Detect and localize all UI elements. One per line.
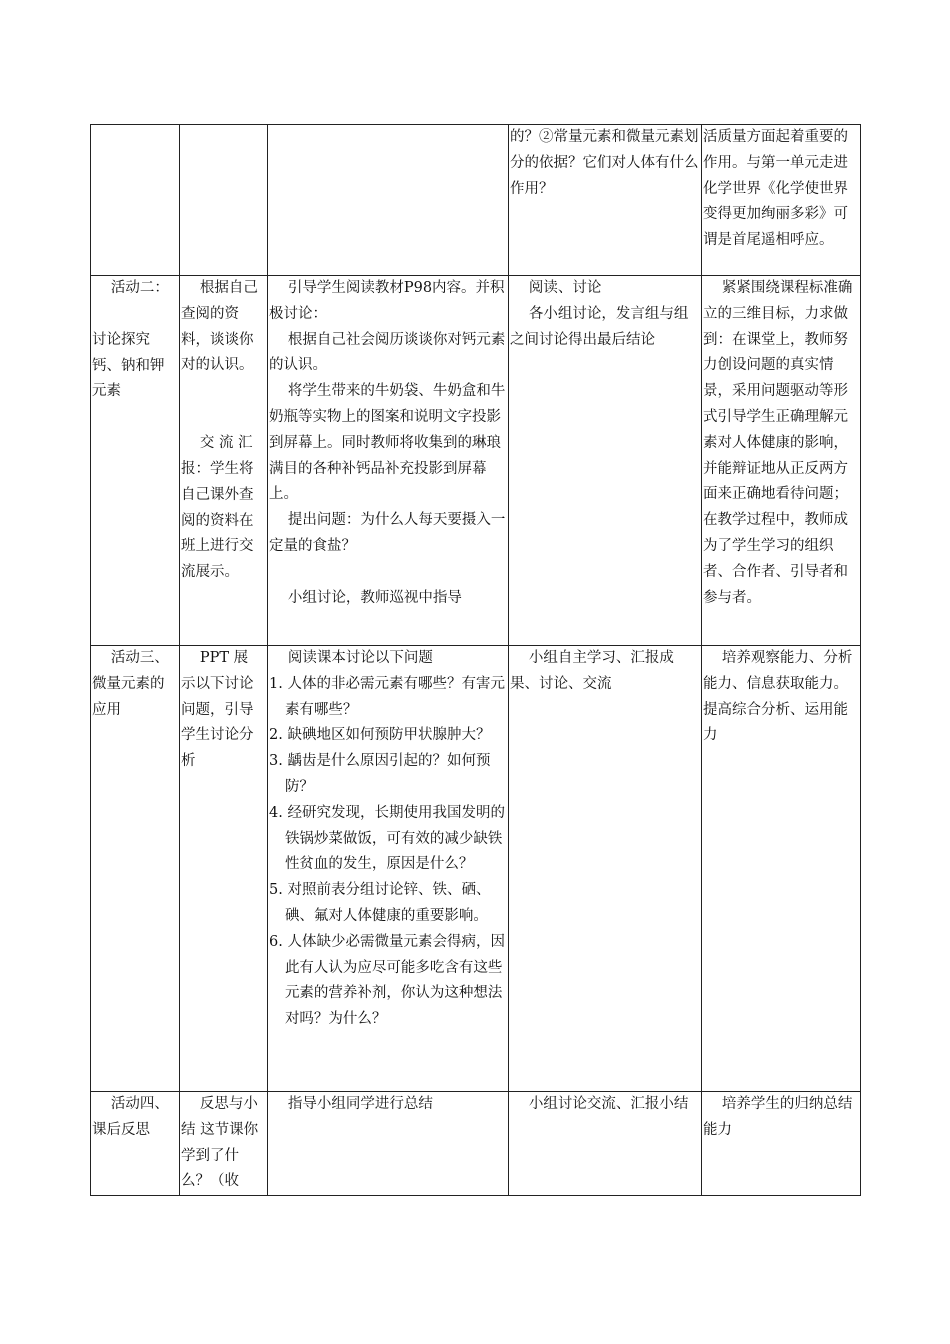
content-cell xyxy=(180,646,268,1092)
cell-text: 指导小组同学进行总结 xyxy=(287,1096,433,1112)
activity-title: 活动三、微量元素的应用 xyxy=(92,650,169,718)
cell-text: 小组自主学习、汇报成果、讨论、交流 xyxy=(510,650,674,692)
cell-text: 根据自己查阅的资料，谈谈你对的认识。 xyxy=(181,280,258,374)
cell-text: 提出问题：为什么人每天要摄入一定量的食盐？ xyxy=(269,512,506,554)
cell-text: 小组讨论交流、汇报小结 xyxy=(528,1096,689,1112)
activity-title: 活动二： xyxy=(110,280,169,296)
cell-text: 的？②常量元素和微量元素划分的依据？它们对人体有什么作用？ xyxy=(510,129,699,197)
question-item: 2. 缺碘地区如何预防甲状腺肿大？ xyxy=(269,727,491,744)
question-item: 4. 经研究发现，长期使用我国发明的铁锅炒菜做饭，可有效的减少缺铁性贫血的发生，原因是什么？ xyxy=(269,804,505,873)
activity-topic: 讨论探究钙、钠和钾元素 xyxy=(92,331,165,400)
cell-text: 阅读、讨论 xyxy=(528,280,602,296)
student-cell xyxy=(509,125,702,276)
cell-text: PPT 展 示以下讨论问题，引导学生讨论分析 xyxy=(181,650,254,770)
cell-text: 培养观察能力、分析能力、信息获取能力。提高综合分析、运用能力 xyxy=(703,650,853,744)
activity-cell xyxy=(91,276,180,646)
table-row xyxy=(91,125,861,276)
question-item: 6. 人体缺少必需微量元素会得病，因此有人认为应尽可能多吃含有这些元素的营养补剂，你认为这种想法对吗？为什么？ xyxy=(269,933,505,1028)
cell-text: 培养学生的归纳总结能力 xyxy=(703,1096,853,1138)
lesson-plan-table xyxy=(90,124,861,1196)
cell-text: 小组讨论，教师巡视中指导 xyxy=(287,589,462,606)
cell-text: 交 流 汇报：学生将自己课外查阅的资料在班上进行交流展示。 xyxy=(181,435,254,581)
cell-text: 根据自己社会阅历谈谈你对钙元素的认识。 xyxy=(269,331,506,374)
table-row xyxy=(91,1092,861,1196)
student-cell xyxy=(509,646,702,1092)
student-cell xyxy=(509,1092,702,1196)
cell-text: 紧紧围绕课程标准确立的三维目标，力求做到：在课堂上，教师努力创设问题的真实情景，采用问题驱动等形式引导学生正确理解元素对人体健康的影响，并能辩证地从正反两方面来正确地看待问题；在教学过程中，教师成为了学生学习的组织者、合作者、引导者和参与者。 xyxy=(703,280,853,606)
intent-cell xyxy=(702,125,861,276)
teacher-cell xyxy=(268,646,509,1092)
cell-text: 各小组讨论，发言组与组之间讨论得出最后结论 xyxy=(510,305,689,348)
activity-cell xyxy=(91,646,180,1092)
table-row xyxy=(91,646,861,1092)
question-item: 5. 对照前表分组讨论锌、铁、硒、碘、氟对人体健康的重要影响。 xyxy=(269,882,491,924)
intent-cell xyxy=(702,276,861,646)
question-item: 3. 龋齿是什么原因引起的？如何预防？ xyxy=(269,753,491,795)
cell-text: 阅读课本讨论以下问题 xyxy=(287,650,433,666)
cell-text: 反思与小结 这节课你学到了什么？（收 xyxy=(181,1096,259,1190)
intent-cell xyxy=(702,1092,861,1196)
cell-text: 引导学生阅读教材P98内容。并积极讨论： xyxy=(269,280,505,322)
student-cell xyxy=(509,276,702,646)
teacher-cell xyxy=(268,276,509,646)
teacher-cell xyxy=(268,125,509,276)
content-cell xyxy=(180,125,268,276)
activity-cell xyxy=(91,1092,180,1196)
cell-text: 活质量方面起着重要的作用。与第一单元走进化学世界《化学使世界变得更加绚丽多彩》可谓是首尾遥相呼应。 xyxy=(703,129,848,249)
content-cell xyxy=(180,1092,268,1196)
intent-cell xyxy=(702,646,861,1092)
activity-cell xyxy=(91,125,180,276)
teacher-cell xyxy=(268,1092,509,1196)
table-row xyxy=(91,276,861,646)
content-cell xyxy=(180,276,268,646)
activity-title: 活动四、课后反思 xyxy=(92,1096,169,1138)
cell-text: 将学生带来的牛奶袋、牛奶盒和牛奶瓶等实物上的图案和说明文字投影到屏幕上。同时教师将收集到的琳琅满目的各种补钙品补充投影到屏幕上。 xyxy=(269,383,506,503)
question-item: 1. 人体的非必需元素有哪些？有害元素有哪些？ xyxy=(269,675,505,718)
